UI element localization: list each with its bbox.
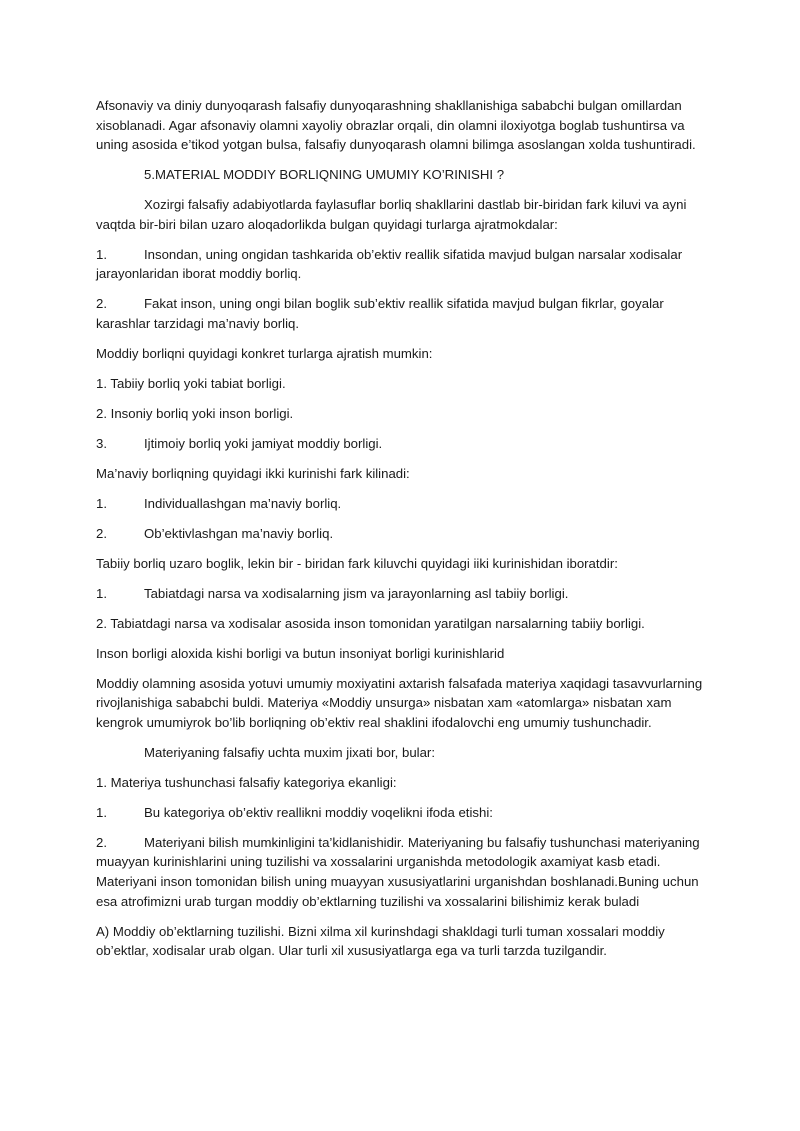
list-item: [96, 833, 704, 911]
paragraph-inson-borligi: Inson borligi aloxida kishi borligi va butun insoniyat borligi kurinishlarid: [96, 645, 505, 661]
list-number: 1.: [96, 585, 107, 601]
list-text: Insondan, uning ongidan tashkarida ob’ektiv reallik sifatida mavjud bulgan narsalar xodisalar jarayonlaridan iborat moddiy borliq.: [96, 246, 683, 282]
section-heading: 5.MATERIAL MODDIY BORLIQNING UMUMIY KO’RINISHI ?: [144, 167, 505, 183]
list-text: Fakat inson, uning ongi bilan boglik sub’ektiv reallik sifatida mavjud bulgan fikrlar, goyalar karashlar tarzidagi ma’naviy borliq.: [96, 296, 664, 331]
paragraph-manaviy: Ma’naviy borliqning quyidagi ikki kurinishi fark kilinadi:: [96, 465, 410, 481]
paragraph-materiya: Moddiy olamning asosida yotuvi umumiy moxiyatini axtarish falsafada materiya xaqidagi tasavvurlarning rivojlanishiga sababchi buldi. Materiya «Moddiy unsurga» nisbatan xam «atomlarga» nisbatan xam kengrok umumiyrok bo’lib borliqning ob’ektiv real shaklini ifodalovchi eng umumiy tushunchadir.: [96, 675, 703, 730]
list-item: [96, 434, 704, 454]
list-item: [96, 294, 704, 333]
list-text: Tabiatdagi narsa va xodisalarning jism va jarayonlarning asl tabiiy borligi.: [144, 585, 569, 601]
paragraph-tabiatdagi: 2. Tabiatdagi narsa va xodisalar asosida inson tomonidan yaratilgan narsalarning tabiiy borligi.: [96, 615, 645, 631]
list-item: [96, 584, 704, 604]
list-number: 1.: [96, 246, 107, 262]
list-text: Materiyani bilish mumkinligini ta’kidlanishidir. Materiyaning bu falsafiy tushunchasi materiyaning muayyan kurinishlarini uning tuzilishi va xossalarini urganishda metodologik axamiyat kasb etadi. Materiyani inson tomonidan bilish uning muayyan xususiyatlarini urganishdan boshlanadi.Buning uchun esa atrofimizni urab turgan moddiy ob’ektlarning tuzilishi va xossalarini bilishimiz kerak buladi: [96, 834, 700, 909]
paragraph-tabiiy: 1. Tabiiy borliq yoki tabiat borligi.: [96, 375, 286, 391]
list-number: 2.: [96, 525, 107, 541]
paragraph-borliq-turlari: Xozirgi falsafiy adabiyotlarda faylasuflar borliq shakllarini dastlab bir-biridan fark kiluvi va ayni vaqtda bir-biri bilan uzaro aloqadorlikda bulgan quyidagi turlarga ajratmokdalar:: [96, 197, 687, 232]
list-item: [96, 494, 704, 514]
list-number: 2.: [96, 296, 107, 312]
paragraph-insoniy: 2. Insoniy borliq yoki inson borligi.: [96, 405, 294, 421]
list-number: 1.: [96, 804, 107, 820]
list-item: [96, 524, 704, 544]
list-number: 2.: [96, 834, 107, 850]
list-text: Individuallashgan ma’naviy borliq.: [144, 495, 342, 511]
paragraph-kategoriya: 1. Materiya tushunchasi falsafiy kategoriya ekanligi:: [96, 774, 397, 790]
paragraph-uchta-jixat: Materiyaning falsafiy uchta muxim jixati bor, bular:: [144, 744, 435, 760]
list-item: [96, 245, 704, 284]
list-number: 3.: [96, 435, 107, 451]
list-item: [96, 803, 704, 823]
paragraph-tuzilishi: A) Moddiy ob’ektlarning tuzilishi. Bizni xilma xil kurinshdagi shakldagi turli tuman xossalari moddiy ob’ektlar, xodisalar urab olgan. Ular turli xil xususiyatlarga ega va turli tarzda tuzilgandir.: [96, 923, 665, 959]
paragraph-intro: Afsonaviy va diniy dunyoqarash falsafiy dunyoqarashning shakllanishiga sababchi bulgan omillardan xisoblanadi. Agar afsonaviy olamni xayoliy obrazlar orqali, din olamni iloxiyotga boglab tushuntirsa va uning asosida e’tikod yotgan bulsa, falsafiy dunyoqarash olamni bilimga asoslangan xolda tushuntiradi.: [96, 98, 696, 153]
list-number: 1.: [96, 495, 107, 511]
paragraph-moddiy-turlar: Moddiy borliqni quyidagi konkret turlarga ajratish mumkin:: [96, 345, 433, 361]
paragraph-tabiiy-borliq: Tabiiy borliq uzaro boglik, lekin bir - biridan fark kiluvchi quyidagi iiki kurinishidan iboratdir:: [96, 555, 618, 571]
list-text: Ob’ektivlashgan ma’naviy borliq.: [144, 525, 334, 541]
list-text: Ijtimoiy borliq yoki jamiyat moddiy borligi.: [144, 435, 383, 451]
list-text: Bu kategoriya ob’ektiv reallikni moddiy voqelikni ifoda etishi:: [144, 804, 493, 820]
